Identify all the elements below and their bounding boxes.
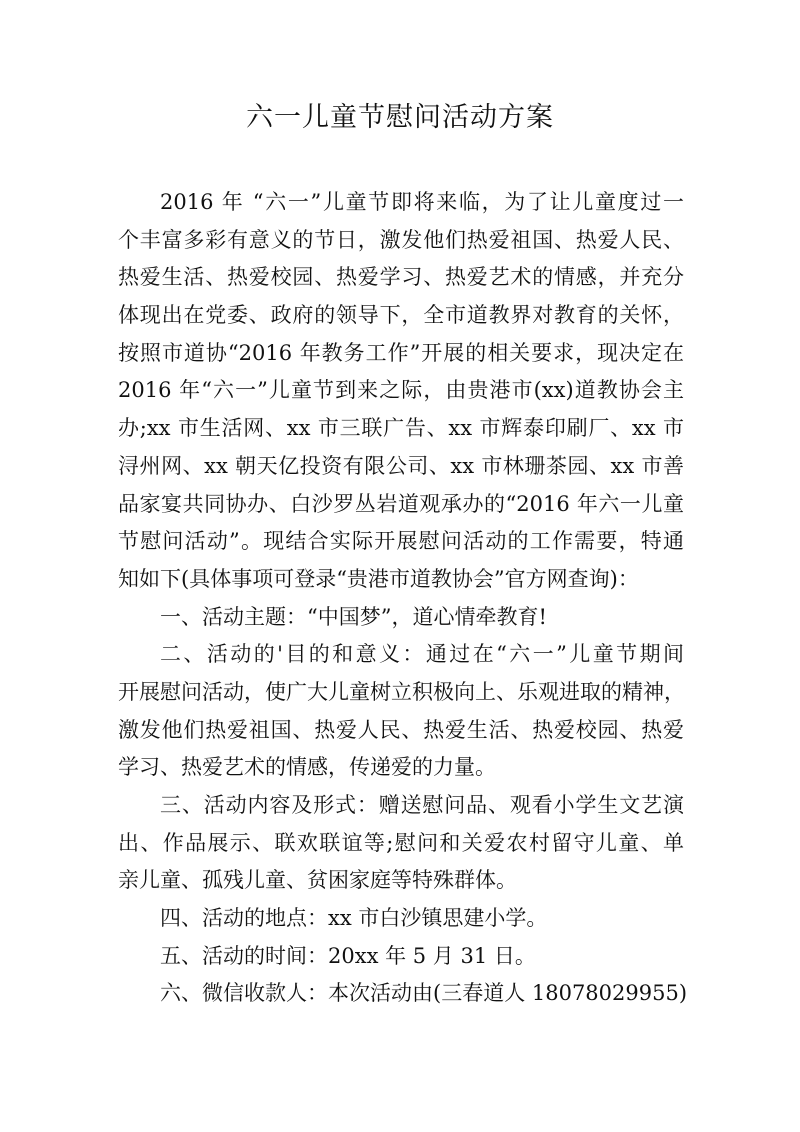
paragraph-line: 激发他们热爱祖国、热爱人民、热爱生活、热爱校园、热爱: [118, 717, 684, 742]
paragraph-line: 体现出在党委、政府的领导下，全市道教界对教育的关怀，: [118, 303, 684, 328]
paragraph-line: 学习、热爱艺术的情感，传递爱的力量。: [118, 755, 496, 780]
paragraph-line: 品家宴共同协办、白沙罗丛岩道观承办的“2016 年六一儿童: [118, 491, 684, 516]
paragraph-line: 按照市道协“2016 年教务工作”开展的相关要求，现决定在: [118, 340, 684, 365]
document-title: 六一儿童节慰问活动方案: [246, 102, 554, 133]
section-heading-content: 三、活动内容及形式：赠送慰问品、观看小学生文艺演: [160, 793, 684, 817]
section-heading-location: 四、活动的地点：xx 市白沙镇思建小学。: [160, 906, 548, 931]
paragraph-line: 开展慰问活动，使广大儿童树立积极向上、乐观进取的精神，: [118, 679, 685, 704]
paragraph-line: 浔州网、xx 朝天亿投资有限公司、xx 市林珊茶园、xx 市善: [118, 453, 684, 478]
paragraph-line: 办;xx 市生活网、xx 市三联广告、xx 市辉泰印刷厂、xx 市: [118, 416, 684, 441]
section-heading-payee: 六、微信收款人：本次活动由(三春道人 18078029955): [160, 981, 688, 1006]
section-heading-time: 五、活动的时间：20xx 年 5 月 31 日。: [160, 943, 536, 968]
paragraph-line: 出、作品展示、联欢联谊等;慰问和关爱农村留守儿童、单: [118, 830, 684, 855]
paragraph-line: 个丰富多彩有意义的节日，激发他们热爱祖国、热爱人民、: [118, 227, 684, 252]
paragraph-line: 热爱生活、热爱校园、热爱学习、热爱艺术的情感，并充分: [118, 265, 684, 290]
paragraph-line: 节慰问活动”。现结合实际开展慰问活动的工作需要，特通: [118, 529, 684, 554]
paragraph-line: 知如下(具体事项可登录“贵港市道教协会”官方网查询)：: [118, 566, 639, 591]
document-body: [118, 184, 688, 1013]
section-heading-theme: 一、活动主题：“中国梦”，道心情牵教育!: [160, 604, 547, 629]
section-heading-purpose: 二、活动的'目的和意义：通过在“六一”儿童节期间: [160, 642, 684, 667]
paragraph-line: 2016 年“六一”儿童节到来之际，由贵港市(xx)道教协会主: [118, 378, 684, 403]
paragraph-line: 亲儿童、孤残儿童、贫困家庭等特殊群体。: [118, 868, 517, 893]
paragraph-line: 2016 年 “六一”儿童节即将来临，为了让儿童度过一: [160, 190, 684, 214]
